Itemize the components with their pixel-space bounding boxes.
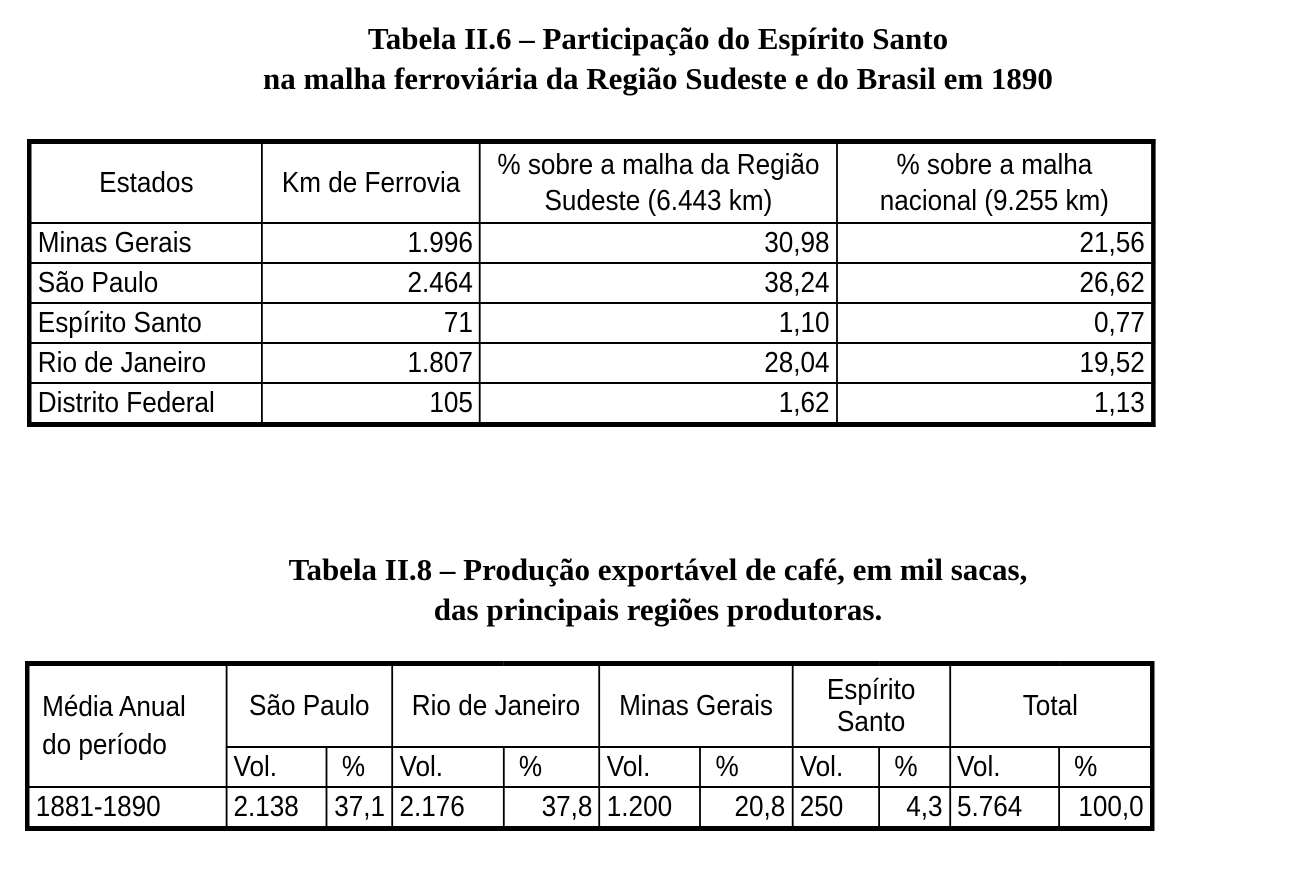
table-row [29, 223, 1153, 263]
cell-estado: Distrito Federal [29, 383, 262, 425]
header-es-line1: Espírito [826, 674, 916, 706]
header-sudeste-line2: Sudeste (6.443 km) [544, 185, 773, 217]
subheader-pct: % [879, 747, 950, 787]
subheader-pct: % [1059, 747, 1152, 787]
cell-es-vol: 250 [793, 787, 880, 829]
subheader-vol: Vol. [600, 747, 701, 787]
header-nacional [837, 142, 1154, 224]
table1-header-row [29, 142, 1153, 224]
cell-mg-vol: 1.200 [600, 787, 701, 829]
cell-km: 1.807 [262, 343, 480, 383]
cell-total-vol: 5.764 [950, 787, 1059, 829]
header-espirito-santo [793, 664, 950, 748]
cell-rj-vol: 2.176 [392, 787, 503, 829]
cell-km: 105 [262, 383, 480, 425]
cell-km: 71 [262, 303, 480, 343]
header-nacional-line2: nacional (9.255 km) [879, 185, 1109, 217]
subheader-vol: Vol. [950, 747, 1059, 787]
cell-total-pct: 100,0 [1059, 787, 1152, 829]
cell-sudeste: 30,98 [480, 223, 837, 263]
header-total: Total [950, 664, 1152, 748]
cell-nacional: 0,77 [837, 303, 1154, 343]
header-media-line2: do período [42, 729, 167, 761]
cell-nacional: 26,62 [837, 263, 1154, 303]
cell-periodo: 1881-1890 [27, 787, 226, 829]
subheader-vol: Vol. [392, 747, 503, 787]
table1-title [0, 19, 1316, 99]
cell-estado: São Paulo [29, 263, 262, 303]
header-minas-gerais: Minas Gerais [600, 664, 793, 748]
subheader-vol: Vol. [793, 747, 880, 787]
cell-nacional: 21,56 [837, 223, 1154, 263]
header-media-line1: Média Anual [42, 691, 186, 723]
subheader-vol: Vol. [226, 747, 326, 787]
table2-title [0, 550, 1316, 630]
coffee-table [25, 661, 1155, 831]
cell-sp-vol: 2.138 [226, 787, 326, 829]
table2-header-row [27, 664, 1152, 748]
header-estados: Estados [29, 142, 262, 224]
cell-km: 1.996 [262, 223, 480, 263]
header-sudeste-line1: % sobre a malha da Região [497, 149, 820, 181]
cell-sudeste: 28,04 [480, 343, 837, 383]
header-media [27, 664, 226, 788]
cell-sp-pct: 37,1 [327, 787, 393, 829]
subheader-pct: % [700, 747, 792, 787]
cell-nacional: 1,13 [837, 383, 1154, 425]
cell-nacional: 19,52 [837, 343, 1154, 383]
table1-title-line1: Tabela II.6 – Participação do Espírito Santo [367, 21, 949, 56]
table1-title-line2: na malha ferroviária da Região Sudeste e do Brasil em 1890 [263, 61, 1053, 96]
cell-estado: Minas Gerais [29, 223, 262, 263]
subheader-pct: % [504, 747, 600, 787]
header-es-line2: Santo [837, 706, 906, 738]
cell-estado: Espírito Santo [29, 303, 262, 343]
cell-sudeste: 38,24 [480, 263, 837, 303]
railway-table [27, 139, 1156, 427]
table-row [29, 383, 1153, 425]
cell-es-pct: 4,3 [879, 787, 950, 829]
subheader-pct: % [327, 747, 393, 787]
cell-mg-pct: 20,8 [700, 787, 792, 829]
cell-sudeste: 1,10 [480, 303, 837, 343]
table2-title-line2: das principais regiões produtoras. [433, 592, 883, 627]
header-rio-de-janeiro: Rio de Janeiro [392, 664, 599, 748]
header-sudeste [480, 142, 837, 224]
table2-title-line1: Tabela II.8 – Produção exportável de café, em mil sacas, [288, 552, 1028, 587]
cell-estado: Rio de Janeiro [29, 343, 262, 383]
header-km: Km de Ferrovia [262, 142, 480, 224]
table-row [29, 303, 1153, 343]
cell-km: 2.464 [262, 263, 480, 303]
cell-rj-pct: 37,8 [504, 787, 600, 829]
table-row [29, 263, 1153, 303]
header-nacional-line1: % sobre a malha [896, 149, 1093, 181]
table-row [29, 343, 1153, 383]
header-sao-paulo: São Paulo [226, 664, 392, 748]
table-row [27, 787, 1152, 829]
cell-sudeste: 1,62 [480, 383, 837, 425]
